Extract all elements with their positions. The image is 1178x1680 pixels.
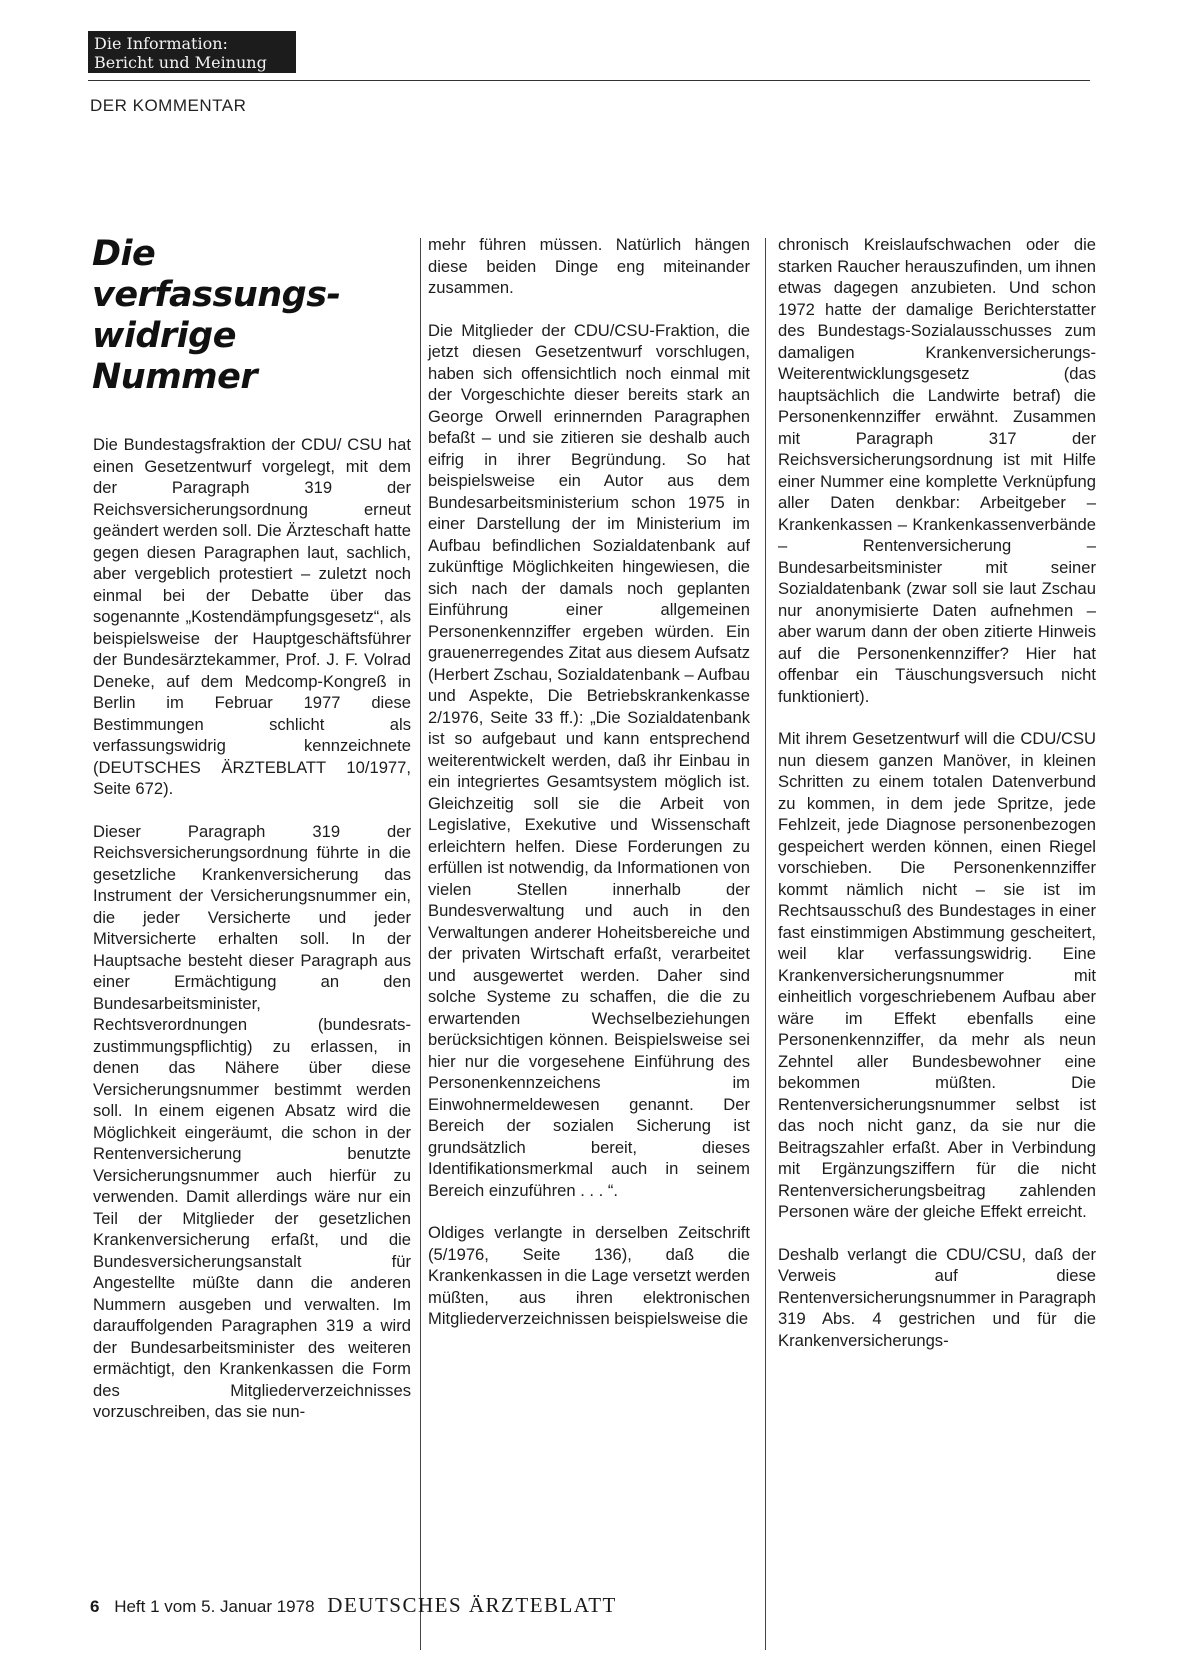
paragraph: Oldiges verlangte in derselben Zeitschrift (5/1976, Seite 136), daß die Krankenkassen in die Lage versetzt werden müßten, aus ihren elektronischen Mitgliederverzeichnissen beispielsweise die: [428, 1223, 750, 1328]
section-label: DER KOMMENTAR: [90, 96, 247, 115]
paragraph: Dieser Paragraph 319 der Reichsversicherungsordnung führte in die gesetzliche Krankenversicherung das Instrument der Versicherungsnummer ein, die jeder Versicherte und jeder Mitversicherte erhalten soll. In der Hauptsache besteht dieser Paragraph aus einer Ermächtigung an den Bundesarbeitsminister, Rechtsverordnungen (bundesrats-zustimmungspflichtig) zu erlassen, in denen das Nähere über diese Versicherungsnummer bestimmt werden soll. In einem eigenen Absatz wird die Möglichkeit eingeräumt, die schon in der Rentenversicherung benutzte Versicherungsnummer auch hierfür zu verwenden. Damit allerdings wäre nur ein Teil der Mitglieder der gesetzlichen Krankenversicherung erfaßt, und die Bundesversicherungsanstalt für Angestellte müßte dann die anderen Nummern ausgeben und verwalten. Im darauffolgenden Paragraphen 319 a wird der Bundesarbeitsminister des weiteren ermächtigt, den Krankenkassen die Form des Mitgliederverzeichnisses vorzuschreiben, das sie nun-: [93, 821, 411, 1421]
paragraph: Die Mitglieder der CDU/CSU-Fraktion, die jetzt diesen Gesetzentwurf vorschlugen, haben sich offensichtlich noch einmal mit der Vorgeschichte dieser bereits stark an George Orwell erinnernden Paragraphen befaßt – und sie zitieren sie deshalb auch eifrig in ihrer Begründung. So hat beispielsweise ein Autor aus dem Bundesarbeitsministerium schon 1975 in einer Darstellung der im Ministerium im Aufbau befindlichen Sozialdatenbank auf zukünftige Möglichkeiten hingewiesen, die sich nach der damals noch geplanten Einführung einer allgemeinen Personenkennziffer ergeben würden. Ein grauenerregendes Zitat aus diesem Aufsatz (Herbert Zschau, Sozialdatenbank – Aufbau und Aspekte, Die Betriebskrankenkasse 2/1976, Seite 33 ff.): „Die Sozialdatenbank ist so aufgebaut und kann entsprechend weiterentwickelt werden, daß ihr Einbau in ein integriertes Gesamtsystem möglich ist. Gleichzeitig soll sie die Arbeit von Legislative, Exekutive und Wissenschaft erleichtern helfen. Diese Forderungen zu erfüllen ist notwendig, da Informationen von vielen Stellen innerhalb der Bundesverwaltung und auch in den Verwaltungen anderer Hoheitsbereiche und der privaten Wirtschaft erfaßt, verarbeitet und ausgewertet werden. Daher sind solche Systeme zu schaffen, die die zu erwartenden Wechselbeziehungen berücksichtigen können. Beispielsweise sei hier nur die vorgesehene Einführung des Personenkennzeichens im Einwohnermeldewesen genannt. Der Bereich der sozialen Sicherung ist grundsätzlich bereit, dieses Identifikationsmerkmal auch in seinem Bereich einzuführen . . . “.: [428, 320, 750, 1200]
header-line-1: Die Information:: [94, 34, 228, 53]
article-column-1: [93, 434, 411, 1444]
paragraph: mehr führen müssen. Natürlich hängen diese beiden Dinge eng miteinander zusammen.: [428, 235, 750, 297]
article-column-3: [778, 234, 1096, 1372]
paragraph: Mit ihrem Gesetzentwurf will die CDU/CSU nun diesem ganzen Manöver, in kleinen Schritten zu einem totalen Datenverbund zu kommen, in dem jede Spritze, jede Fehlzeit, jede Diagnose personenbezogen gespeichert werden können, einen Riegel vorschieben. Die Personenkennziffer kommt nämlich nicht – sie ist im Rechtsausschuß des Bundestages in einer fast einstimmigen Abstimmung gescheitert, weil klar verfassungswidrig. Eine Krankenversicherungsnummer mit einheitlich vorgeschriebenem Aufbau aber wäre im Effekt ebenfalls eine Personenkennziffer, da mehr als neun Zehntel aller Bundesbewohner eine bekommen müßten. Die Rentenversicherungsnummer selbst ist das noch nicht ganz, da sie nur die Beitragszahler erfaßt. Aber in Verbindung mit Ergänzungsziffern für die nicht Rentenversicherungsbeitrag zahlenden Personen wäre der gleiche Effekt erreicht.: [778, 729, 1096, 1221]
issue-info: Heft 1 vom 5. Januar 1978: [114, 1597, 315, 1616]
journal-name: DEUTSCHES ÄRZTEBLATT: [327, 1593, 617, 1617]
title-line-3: widrige: [92, 316, 236, 356]
column-divider: [420, 238, 421, 1650]
paragraph: Die Bundestagsfraktion der CDU/ CSU hat einen Gesetzentwurf vorgelegt, mit dem der Paragraph 319 der Reichsversicherungsordnung erneut geändert werden soll. Die Ärzteschaft hatte gegen diesen Paragraphen laut, sachlich, aber vergeblich protestiert – zuletzt noch einmal bei der Debatte über das sogenannte „Kostendämpfungsgesetz“, als beispielsweise der Hauptgeschäftsführer der Bundesärztekammer, Prof. J. F. Volrad Deneke, auf dem Medcomp-Kongreß in Berlin im Februar 1977 diese Bestimmungen schlicht als verfassungswidrig kennzeichnete (DEUTSCHES ÄRZTEBLATT 10/1977, Seite 672).: [93, 435, 411, 798]
article-column-2: [428, 234, 750, 1351]
header-divider: [88, 80, 1090, 81]
title-line-4: Nummer: [92, 357, 258, 397]
article-title: [92, 234, 392, 398]
column-divider: [765, 238, 766, 1650]
page-number: 6: [90, 1597, 100, 1616]
paragraph: chronisch Kreislaufschwachen oder die starken Raucher herauszufinden, um ihnen etwas dagegen anzubieten. Und schon 1972 hatte der damalige Berichterstatter des Bundestags-Sozialausschusses zum damaligen Krankenversicherungs-Weiterentwicklungsgesetz (das hauptsächlich die Landwirte betraf) die Personenkennziffer erwähnt. Zusammen mit Paragraph 317 der Reichsversicherungsordnung ist mit Hilfe einer Nummer eine komplette Verknüpfung aller Daten denkbar: Arbeitgeber – Krankenkassen – Krankenkassenverbände – Rentenversicherung – Bundesarbeitsminister mit seiner Sozialdatenbank (zwar soll sie laut Zschau nur anonymisierte Daten aufnehmen – aber warum dann der oben zitierte Hinweis auf die Personenkennziffer? Hier hat offenbar ein Täuschungsversuch nicht funktioniert).: [778, 235, 1096, 706]
title-line-2: verfassungs-: [92, 275, 341, 315]
section-header-box: [88, 31, 296, 73]
title-line-1: Die: [92, 234, 156, 274]
page-footer: [90, 1593, 617, 1618]
header-line-2: Bericht und Meinung: [94, 53, 267, 72]
paragraph: Deshalb verlangt die CDU/CSU, daß der Verweis auf diese Rentenversicherungsnummer in Paragraph 319 Abs. 4 gestrichen und für die Krankenversicherungs-: [778, 1244, 1096, 1350]
